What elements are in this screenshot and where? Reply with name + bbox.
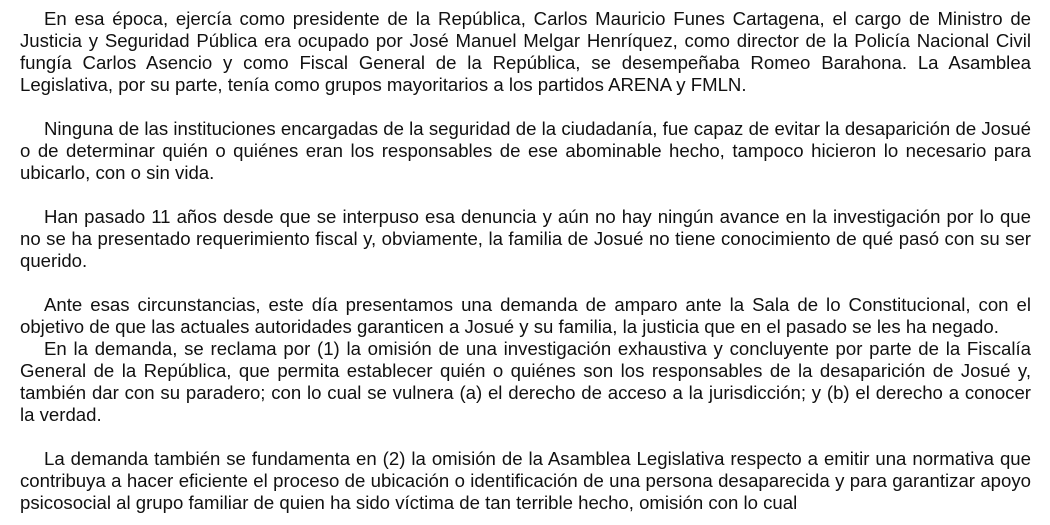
paragraph-authorities: En esa época, ejercía como presidente de la República, Carlos Mauricio Funes Cartagena, el cargo de Ministro de Justicia y Seguridad Pública era ocupado por José Manuel Melgar Henríquez, como director de la Policía Nacional Civil fungía Carlos Asencio y como Fiscal General de la República, se desempeñaba Romeo Barahona. La Asamblea Legislativa, por su parte, tenía como grupos mayoritarios a los partidos ARENA y FMLN. [20,8,1031,95]
paragraph-institutions: Ninguna de las instituciones encargadas de la seguridad de la ciudadanía, fue capaz de evitar la desaparición de Josué o de determinar quién o quiénes eran los responsables de ese abominable hecho, tampoco hicieron lo necesario para ubicarlo, con o sin vida. [20,118,1031,183]
paragraph-amparo: Ante esas circunstancias, este día presentamos una demanda de amparo ante la Sala de lo Constitucional, con el objetivo de que las actuales autoridades garanticen a Josué y su familia, la justicia que en el pasado se les ha negado. [20,294,1031,337]
paragraph-claim-two: La demanda también se fundamenta en (2) la omisión de la Asamblea Legislativa respecto a emitir una normativa que contribuya a hacer eficiente el proceso de ubicación o identificación de una persona desaparecida y para garantizar apoyo psicosocial al grupo familiar de quien ha sido víctima de tan terrible hecho, omisión con lo cual [20,448,1031,513]
paragraph-eleven-years: Han pasado 11 años desde que se interpuso esa denuncia y aún no hay ningún avance en la investigación por lo que no se ha presentado requerimiento fiscal y, obviamente, la familia de Josué no tiene conocimiento de qué pasó con su ser querido. [20,206,1031,271]
document-body [20,8,1031,514]
paragraph-claim-one: En la demanda, se reclama por (1) la omisión de una investigación exhaustiva y concluyente por parte de la Fiscalía General de la República, que permita establecer quién o quiénes son los responsables de la desaparición de Josué y, también dar con su paradero; con lo cual se vulnera (a) el derecho de acceso a la jurisdicción; y (b) el derecho a conocer la verdad. [20,338,1031,425]
